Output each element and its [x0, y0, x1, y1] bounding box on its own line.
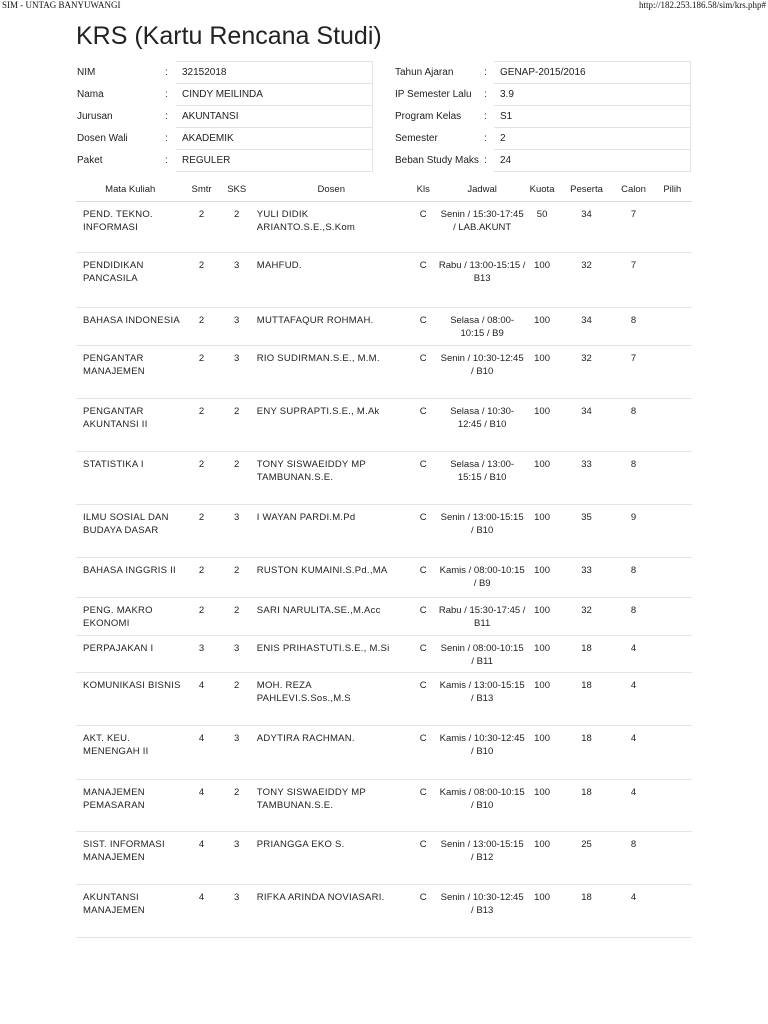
- participants-cell: 18: [559, 885, 615, 938]
- lecturer-cell: MAHFUD.: [255, 253, 408, 308]
- field-label: Program Kelas: [395, 111, 462, 122]
- col-header-kuota: Kuota: [526, 177, 559, 202]
- sks-cell: 3: [219, 885, 255, 938]
- candidates-cell: 8: [614, 558, 652, 598]
- sks-cell: 3: [219, 505, 255, 558]
- semester-cell: 2: [185, 399, 219, 452]
- sks-cell: 2: [219, 780, 255, 832]
- lecturer-cell: SARI NARULITA.SE.,M.Acc: [255, 598, 408, 636]
- lecturer-cell: PRIANGGA EKO S.: [255, 832, 408, 885]
- class-cell: C: [408, 505, 439, 558]
- col-header-dosen: Dosen: [255, 177, 408, 202]
- field-label: Nama: [77, 89, 104, 100]
- candidates-cell: 7: [614, 253, 652, 308]
- lecturer-cell: ADYTIRA RACHMAN.: [255, 726, 408, 780]
- field-colon: :: [165, 133, 168, 144]
- col-header-mata-kuliah: Mata Kuliah: [76, 177, 185, 202]
- col-header-smtr: Smtr: [185, 177, 219, 202]
- quota-cell: 100: [526, 452, 559, 505]
- sks-cell: 2: [219, 399, 255, 452]
- field-value: AKUNTANSI: [176, 106, 373, 128]
- lecturer-cell: TONY SISWAEIDDY MP TAMBUNAN.S.E.: [255, 452, 408, 505]
- table-row: [76, 885, 692, 938]
- candidates-cell: 4: [614, 780, 652, 832]
- class-cell: C: [408, 636, 439, 673]
- sks-cell: 3: [219, 832, 255, 885]
- lecturer-cell: ENIS PRIHASTUTI.S.E., M.Si: [255, 636, 408, 673]
- field-value: 32152018: [176, 62, 373, 84]
- col-header-kls: Kls: [408, 177, 439, 202]
- info-right-row: [395, 62, 691, 84]
- col-header-peserta: Peserta: [559, 177, 615, 202]
- quota-cell: 100: [526, 832, 559, 885]
- class-cell: C: [408, 673, 439, 726]
- quota-cell: 100: [526, 598, 559, 636]
- table-row: [76, 636, 692, 673]
- sks-cell: 3: [219, 253, 255, 308]
- sks-cell: 2: [219, 673, 255, 726]
- semester-cell: 2: [185, 452, 219, 505]
- field-value: 2: [494, 128, 691, 150]
- field-colon: :: [165, 111, 168, 122]
- lecturer-cell: RIO SUDIRMAN.S.E., M.M.: [255, 346, 408, 399]
- semester-cell: 2: [185, 505, 219, 558]
- student-info-right: [394, 61, 691, 172]
- table-row: [76, 346, 692, 399]
- info-left-row: [77, 106, 373, 128]
- select-cell[interactable]: [653, 253, 692, 308]
- candidates-cell: 8: [614, 452, 652, 505]
- lecturer-cell: RUSTON KUMAINI.S.Pd.,MA: [255, 558, 408, 598]
- participants-cell: 18: [559, 673, 615, 726]
- candidates-cell: 4: [614, 885, 652, 938]
- info-right-row: [395, 106, 691, 128]
- select-cell[interactable]: [653, 308, 692, 346]
- course-name-cell: MANAJEMEN PEMASARAN: [76, 780, 185, 832]
- select-cell[interactable]: [653, 780, 692, 832]
- field-colon: :: [484, 133, 487, 144]
- info-left-row: [77, 128, 373, 150]
- participants-cell: 34: [559, 399, 615, 452]
- table-row: [76, 253, 692, 308]
- semester-cell: 3: [185, 636, 219, 673]
- semester-cell: 2: [185, 308, 219, 346]
- class-cell: C: [408, 726, 439, 780]
- field-value: 24: [494, 150, 691, 172]
- field-label: IP Semester Lalu: [395, 89, 472, 100]
- table-header-row: [76, 177, 692, 202]
- semester-cell: 4: [185, 673, 219, 726]
- table-row: [76, 673, 692, 726]
- lecturer-cell: RIFKA ARINDA NOVIASARI.: [255, 885, 408, 938]
- print-header: [0, 0, 768, 12]
- candidates-cell: 4: [614, 726, 652, 780]
- info-left-row: [77, 84, 373, 106]
- schedule-cell: Senin / 13:00-15:15 / B10: [439, 505, 526, 558]
- lecturer-cell: I WAYAN PARDI.M.Pd: [255, 505, 408, 558]
- select-cell[interactable]: [653, 885, 692, 938]
- table-row: [76, 780, 692, 832]
- semester-cell: 4: [185, 780, 219, 832]
- table-row: [76, 726, 692, 780]
- course-name-cell: PEND. TEKNO. INFORMASI: [76, 202, 185, 253]
- semester-cell: 4: [185, 885, 219, 938]
- col-header-pilih: Pilih: [653, 177, 692, 202]
- semester-cell: 4: [185, 832, 219, 885]
- select-cell[interactable]: [653, 505, 692, 558]
- course-name-cell: AKT. KEU. MENENGAH II: [76, 726, 185, 780]
- candidates-cell: 4: [614, 636, 652, 673]
- field-value: CINDY MEILINDA: [176, 84, 373, 106]
- table-row: [76, 202, 692, 253]
- course-name-cell: PERPAJAKAN I: [76, 636, 185, 673]
- info-right-row: [395, 128, 691, 150]
- field-value: 3.9: [494, 84, 691, 106]
- course-name-cell: STATISTIKA I: [76, 452, 185, 505]
- class-cell: C: [408, 399, 439, 452]
- participants-cell: 32: [559, 598, 615, 636]
- participants-cell: 18: [559, 726, 615, 780]
- select-cell[interactable]: [653, 399, 692, 452]
- schedule-cell: Senin / 10:30-12:45 / B13: [439, 885, 526, 938]
- select-cell[interactable]: [653, 673, 692, 726]
- class-cell: C: [408, 885, 439, 938]
- course-name-cell: AKUNTANSI MANAJEMEN: [76, 885, 185, 938]
- table-row: [76, 399, 692, 452]
- field-label: Jurusan: [77, 111, 113, 122]
- candidates-cell: 4: [614, 673, 652, 726]
- candidates-cell: 7: [614, 346, 652, 399]
- quota-cell: 100: [526, 558, 559, 598]
- table-row: [76, 505, 692, 558]
- schedule-cell: Rabu / 15:30-17:45 / B11: [439, 598, 526, 636]
- col-header-jadwal: Jadwal: [439, 177, 526, 202]
- info-left-row: [77, 62, 373, 84]
- sks-cell: 2: [219, 598, 255, 636]
- schedule-cell: Kamis / 10:30-12:45 / B10: [439, 726, 526, 780]
- schedule-cell: Selasa / 13:00-15:15 / B10: [439, 452, 526, 505]
- participants-cell: 25: [559, 832, 615, 885]
- select-cell[interactable]: [653, 832, 692, 885]
- print-header-title: SIM - UNTAG BANYUWANGI: [2, 0, 121, 10]
- table-row: [76, 308, 692, 346]
- class-cell: C: [408, 780, 439, 832]
- lecturer-cell: ENY SUPRAPTI.S.E., M.Ak: [255, 399, 408, 452]
- quota-cell: 100: [526, 673, 559, 726]
- field-value: GENAP-2015/2016: [494, 62, 691, 84]
- lecturer-cell: YULI DIDIK ARIANTO.S.E.,S.Kom: [255, 202, 408, 253]
- info-right-row: [395, 150, 691, 172]
- semester-cell: 2: [185, 346, 219, 399]
- field-colon: :: [484, 155, 487, 166]
- sks-cell: 2: [219, 452, 255, 505]
- schedule-cell: Rabu / 13:00-15:15 / B13: [439, 253, 526, 308]
- field-label: Dosen Wali: [77, 133, 128, 144]
- select-cell[interactable]: [653, 202, 692, 253]
- course-name-cell: BAHASA INGGRIS II: [76, 558, 185, 598]
- participants-cell: 18: [559, 780, 615, 832]
- schedule-cell: Senin / 10:30-12:45 / B10: [439, 346, 526, 399]
- select-cell[interactable]: [653, 636, 692, 673]
- quota-cell: 100: [526, 780, 559, 832]
- select-cell[interactable]: [653, 598, 692, 636]
- semester-cell: 2: [185, 558, 219, 598]
- class-cell: C: [408, 346, 439, 399]
- select-cell[interactable]: [653, 346, 692, 399]
- select-cell[interactable]: [653, 726, 692, 780]
- semester-cell: 4: [185, 726, 219, 780]
- field-label: Paket: [77, 155, 103, 166]
- candidates-cell: 8: [614, 399, 652, 452]
- sks-cell: 3: [219, 308, 255, 346]
- semester-cell: 2: [185, 202, 219, 253]
- field-label: Beban Study Maks: [395, 155, 479, 166]
- schedule-cell: Kamis / 08:00-10:15 / B10: [439, 780, 526, 832]
- class-cell: C: [408, 598, 439, 636]
- participants-cell: 34: [559, 202, 615, 253]
- print-header-url: http://182.253.186.58/sim/krs.php#: [638, 0, 766, 10]
- candidates-cell: 7: [614, 202, 652, 253]
- field-colon: :: [484, 67, 487, 78]
- course-name-cell: KOMUNIKASI BISNIS: [76, 673, 185, 726]
- field-colon: :: [484, 89, 487, 100]
- field-value: AKADEMIK: [176, 128, 373, 150]
- semester-cell: 2: [185, 598, 219, 636]
- participants-cell: 32: [559, 346, 615, 399]
- sks-cell: 2: [219, 558, 255, 598]
- lecturer-cell: MUTTAFAQUR ROHMAH.: [255, 308, 408, 346]
- schedule-cell: Senin / 13:00-15:15 / B12: [439, 832, 526, 885]
- course-name-cell: PENGANTAR MANAJEMEN: [76, 346, 185, 399]
- participants-cell: 34: [559, 308, 615, 346]
- candidates-cell: 8: [614, 832, 652, 885]
- sks-cell: 2: [219, 202, 255, 253]
- schedule-cell: Senin / 08:00-10:15 / B11: [439, 636, 526, 673]
- lecturer-cell: MOH. REZA PAHLEVI.S.Sos.,M.S: [255, 673, 408, 726]
- lecturer-cell: TONY SISWAEIDDY MP TAMBUNAN.S.E.: [255, 780, 408, 832]
- participants-cell: 35: [559, 505, 615, 558]
- participants-cell: 32: [559, 253, 615, 308]
- course-name-cell: PENG. MAKRO EKONOMI: [76, 598, 185, 636]
- schedule-cell: Selasa / 08:00-10:15 / B9: [439, 308, 526, 346]
- quota-cell: 100: [526, 636, 559, 673]
- field-colon: :: [165, 67, 168, 78]
- field-label: NIM: [77, 67, 96, 78]
- quota-cell: 50: [526, 202, 559, 253]
- sks-cell: 3: [219, 636, 255, 673]
- table-row: [76, 558, 692, 598]
- candidates-cell: 8: [614, 308, 652, 346]
- schedule-cell: Kamis / 08:00-10:15 / B9: [439, 558, 526, 598]
- quota-cell: 100: [526, 399, 559, 452]
- class-cell: C: [408, 202, 439, 253]
- schedule-cell: Selasa / 10:30-12:45 / B10: [439, 399, 526, 452]
- quota-cell: 100: [526, 726, 559, 780]
- quota-cell: 100: [526, 253, 559, 308]
- quota-cell: 100: [526, 346, 559, 399]
- course-name-cell: SIST. INFORMASI MANAJEMEN: [76, 832, 185, 885]
- candidates-cell: 9: [614, 505, 652, 558]
- col-header-sks: SKS: [219, 177, 255, 202]
- quota-cell: 100: [526, 505, 559, 558]
- select-cell[interactable]: [653, 558, 692, 598]
- sks-cell: 3: [219, 346, 255, 399]
- field-colon: :: [484, 111, 487, 122]
- page-title: KRS (Kartu Rencana Studi): [76, 22, 382, 50]
- schedule-cell: Kamis / 13:00-15:15 / B13: [439, 673, 526, 726]
- info-right-row: [395, 84, 691, 106]
- col-header-calon: Calon: [614, 177, 652, 202]
- participants-cell: 18: [559, 636, 615, 673]
- class-cell: C: [408, 558, 439, 598]
- table-row: [76, 452, 692, 505]
- class-cell: C: [408, 308, 439, 346]
- quota-cell: 100: [526, 308, 559, 346]
- field-value: S1: [494, 106, 691, 128]
- participants-cell: 33: [559, 558, 615, 598]
- class-cell: C: [408, 452, 439, 505]
- table-row: [76, 832, 692, 885]
- table-row: [76, 598, 692, 636]
- field-colon: :: [165, 155, 168, 166]
- select-cell[interactable]: [653, 452, 692, 505]
- student-info-left: [76, 61, 373, 172]
- krs-table: [76, 177, 692, 938]
- class-cell: C: [408, 253, 439, 308]
- semester-cell: 2: [185, 253, 219, 308]
- field-colon: :: [165, 89, 168, 100]
- course-name-cell: PENGANTAR AKUNTANSI II: [76, 399, 185, 452]
- field-label: Tahun Ajaran: [395, 67, 454, 78]
- field-label: Semester: [395, 133, 438, 144]
- quota-cell: 100: [526, 885, 559, 938]
- field-value: REGULER: [176, 150, 373, 172]
- participants-cell: 33: [559, 452, 615, 505]
- candidates-cell: 8: [614, 598, 652, 636]
- class-cell: C: [408, 832, 439, 885]
- course-name-cell: BAHASA INDONESIA: [76, 308, 185, 346]
- course-name-cell: ILMU SOSIAL DAN BUDAYA DASAR: [76, 505, 185, 558]
- schedule-cell: Senin / 15:30-17:45 / LAB.AKUNT: [439, 202, 526, 253]
- sks-cell: 3: [219, 726, 255, 780]
- info-left-row: [77, 150, 373, 172]
- course-name-cell: PENDIDIKAN PANCASILA: [76, 253, 185, 308]
